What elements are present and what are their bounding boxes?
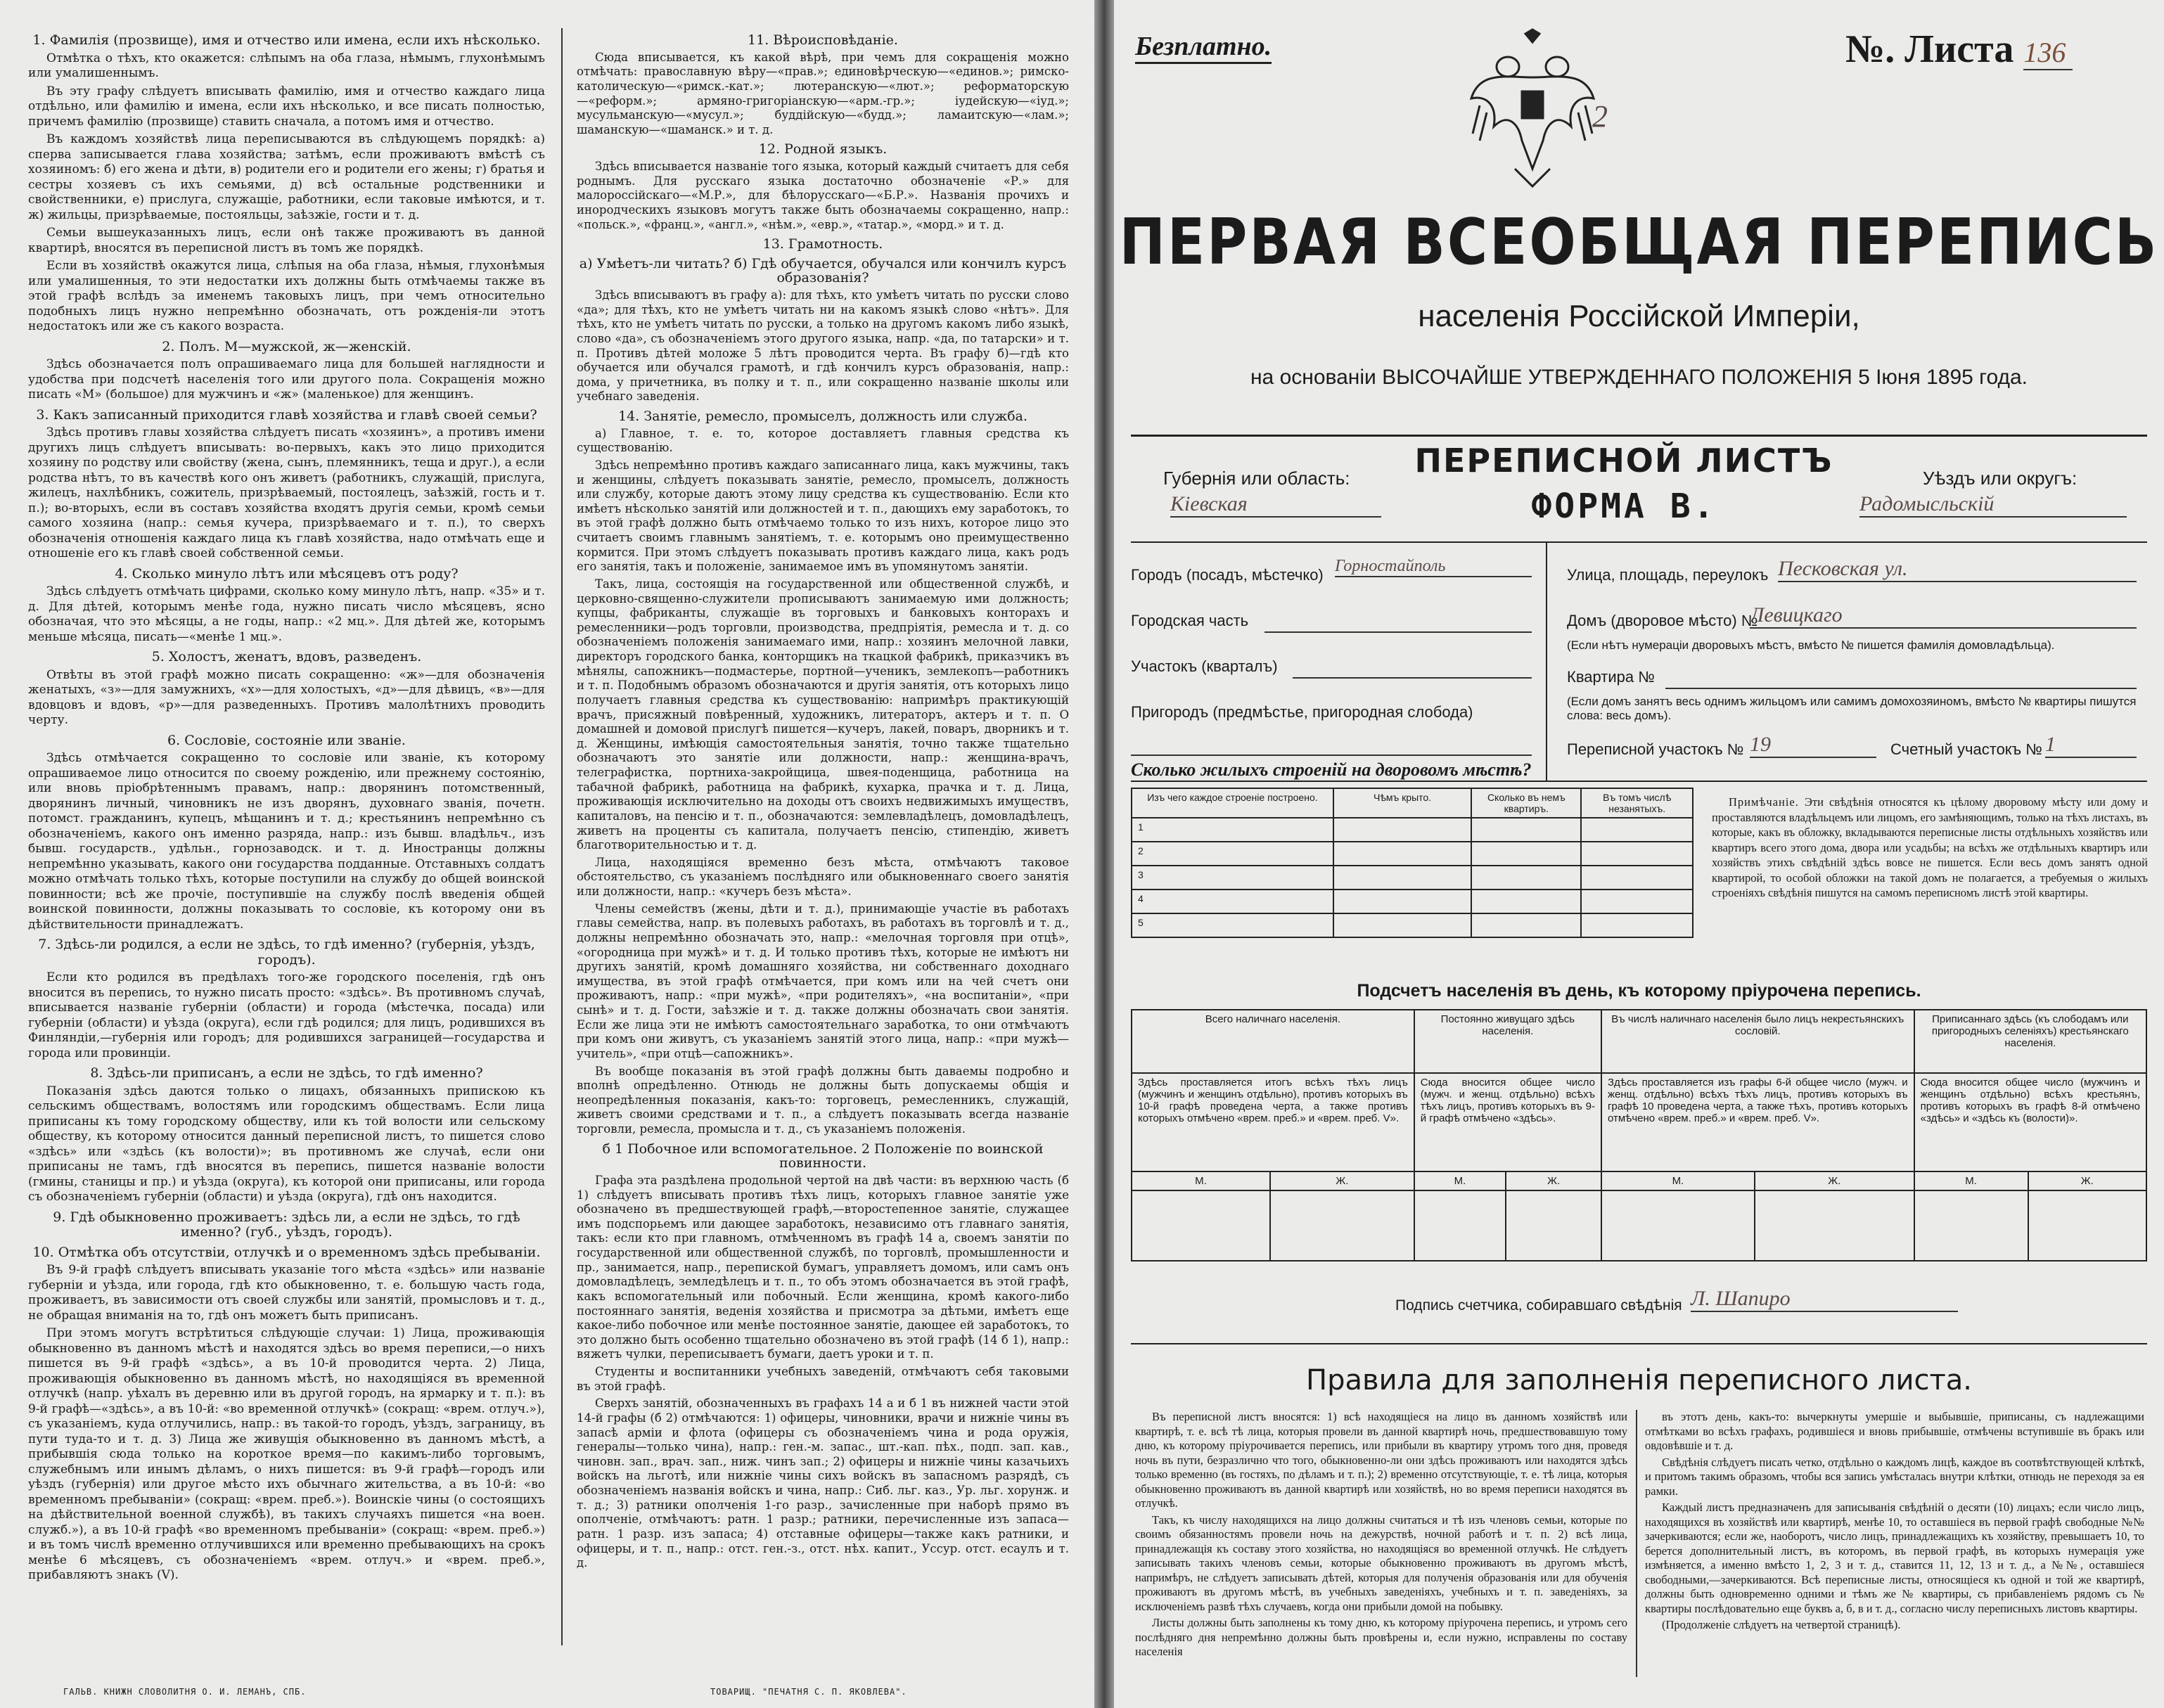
paragraph: Въ эту графу слѣдуетъ вписывать фамилію, имя и отчество каждаго лица отдѣльно, или фамилію и имена, если ихъ нѣсколько, и все писать полностью, причемъ фамилію (прозвище) ставить сначала, а потомъ имя и отчество. <box>28 84 545 129</box>
sheet-number-value[interactable]: 136 <box>2023 36 2073 70</box>
rules-column-2 <box>1645 1410 2144 1635</box>
instructions-column-1 <box>28 28 545 1586</box>
printer-imprint-left: ГАЛЬВ. КНИЖН СЛОВОЛИТНЯ О. И. ЛЕМАНЪ, СПБ. <box>63 1687 307 1697</box>
paragraph: Отвѣты въ этой графѣ можно писать сокращенно: «ж»—для обозначенія женатыхъ, «з»—для замужнихъ, «х»—для холостыхъ, «д»—для дѣвицъ, «в»—для вдовцовъ и вдовъ, «р»—для разведенныхъ. Противъ малолѣтнихъ проводить черту. <box>28 667 545 727</box>
entry-cell[interactable] <box>1333 842 1471 866</box>
entry-cell[interactable] <box>1581 890 1693 913</box>
free-stamp: Безплатно. <box>1135 31 1272 64</box>
entry-cell[interactable] <box>1581 842 1693 866</box>
form-letter: ФОРМА В. <box>1531 487 1717 526</box>
gubernia-label: Губернія или область: <box>1163 468 1350 489</box>
buildings-note <box>1712 795 2148 901</box>
buildings-table-row <box>1132 890 1693 913</box>
section-heading: 3. Какъ записанный приходится главѣ хозяйства и главѣ своей семьи? <box>36 406 537 423</box>
house-label: Домъ (дворовое мѣсто) № <box>1567 612 1758 629</box>
rules-divider <box>1636 1410 1637 1677</box>
description-cell: Сюда вносится общее число (мужчинъ и женщинъ отдѣльно) всѣхъ крестьянъ, противъ которыхъ въ графѣ 8-й отмѣчено «здѣсь» и «здѣсь къ (волости)». <box>1914 1073 2146 1171</box>
double-headed-eagle-icon <box>1466 28 1599 190</box>
header-cell: Изъ чего каждое строеніе построено. <box>1132 788 1333 818</box>
description-cell: Здѣсь проставляется итогъ всѣхъ тѣхъ лицъ (мужчинъ и женщинъ отдѣльно), противъ которыхъ въ 10-й графѣ проведена черта, а также противъ которыхъ отмѣчено «врем. преб.» и «врем. преб. V». <box>1132 1073 1414 1171</box>
buildings-table-row <box>1132 866 1693 890</box>
uchastok-label: Участокъ (кварталъ) <box>1131 657 1278 675</box>
description-cell: Сюда вносится общее число (мужч. и женщ. отдѣльно) всѣхъ тѣхъ лицъ, противъ которыхъ въ 9-й графѣ отмѣчено «здѣсь». <box>1414 1073 1601 1171</box>
paragraph: Такъ, лица, состоящія на государственной или общественной службѣ, и церковно-священно-служители прописываютъ занимаемую ими должность; купцы, фабриканты, служащіе въ торговыхъ и банковыхъ конторахъ и ремесленники—родъ торговли, производства, предпріятія, ремесла и т. д. со обозначеніемъ положенія занимаемаго ими, напр.: хозяинъ мелочной лавки, директоръ городского банка, конторщикъ на ткацкой фабрикѣ, приказчикъ въ мѣнялы, сапожникъ—подмастерье, портной—ученикъ, землекопъ—работникъ и т. п. Подобнымъ образомъ обозначаются и другія занятія, отъ которыхъ лицо получаетъ главныя средства къ существованію: напримѣръ практикующій врачъ, присяжный повѣренный, художникъ, литераторъ, актеръ и т. п. О домашней и домовой прислугѣ пишется—кучеръ, лакей, поваръ, дворникъ и т. д. Женщины, имѣющія самостоятельныя занятія, точно также тщательно обозначаютъ это занятіе или должности, напр.: женщина-врачъ, телеграфистка, портниха-закройщица, швея-поденщица, работница на табачной фабрикѣ, работница на фабрикѣ, кухарка, прачка и т. д. Лица, проживающія исключительно на доходы отъ своихъ недвижимыхъ имуществъ, капиталовъ, на пенсію и т. п., обозначаются: землевладѣлецъ, домовладѣлецъ, живетъ на проценты съ капитала, получаетъ пенсію, стипендію, живетъ благотворительностью и т. д. <box>577 577 1069 852</box>
paragraph: Здѣсь отмѣчается сокращенно то сословіе или званіе, къ которому опрашиваемое лицо относится по своему рожденію, или прежнему состоянію, или вновь пріобрѣтеннымъ правамъ, напр.: дворянинъ потомственный, дворянинъ личный, чиновникъ не изъ дворянъ, духовнаго званія, почетн. потомст. гражданинъ, купецъ, мѣщанинъ и т. д.; крестьянинъ непремѣнно съ обозначеніемъ, какого онъ именно разряда, напр.: изъ бывш. владѣльч., изъ бывш. государств., удѣльн., горнозаводск. и т. д. Иностранцы должны непремѣнно указывать, какого они государства подданные. Отставныхъ солдатъ можно отмѣчать только тѣхъ, которые поступили на службу до общей воинской повинности; всѣ же прочіе, поступившіе на службу послѣ введенія общей воинской повинности, должны показывать то сословіе, къ которому они въ дѣйствительности принадлежатъ. <box>28 751 545 932</box>
header-cell: Въ числѣ наличнаго населенія было лицъ некрестьянскихъ сословій. <box>1601 1010 1914 1073</box>
count-value-cell[interactable] <box>1601 1190 1755 1261</box>
city-part-label: Городская часть <box>1131 612 1249 629</box>
entry-cell[interactable] <box>1581 818 1693 842</box>
count-value-cell[interactable] <box>1132 1190 1270 1261</box>
sex-f-cell: Ж. <box>1506 1171 1601 1190</box>
row-number-cell: 1 <box>1132 818 1333 842</box>
entry-cell[interactable] <box>1471 842 1581 866</box>
sex-m-cell: М. <box>1601 1171 1755 1190</box>
address-block <box>1131 541 2147 782</box>
buildings-question: Сколько жилыхъ строеній на дворовомъ мѣстѣ? <box>1131 759 1532 780</box>
paragraph: Показанія здѣсь даются только о лицахъ, обязанныхъ припискою къ сельскимъ обществамъ, волостямъ или городскимъ обществамъ. Если лица приписаны къ тому городскому обществу, или къ той волости или сельскому обществу, къ которому относится данный переписной листъ, то пишется слово «здѣсь» или «здѣсь (къ волости)»; въ противномъ же случаѣ, если они приписаны не тамъ, гдѣ вносятся въ перепись, пишется названіе волости (гмины, станицы и пр.) и уѣзда (округа), къ которой они приписаны, или города съ обозначеніемъ губерніи (области) и уѣзда (округа), гдѣ онъ находится. <box>28 1084 545 1204</box>
census-subtitle: населенія Россійской Имперіи, <box>1418 299 1860 333</box>
instructions-column-2 <box>577 28 1069 1574</box>
census-title: ПЕРВАЯ ВСЕОБЩАЯ ПЕРЕПИСЬ <box>1119 206 2159 279</box>
sex-m-cell: М. <box>1414 1171 1506 1190</box>
section-heading: 11. Вѣроисповѣданіе. <box>748 32 898 48</box>
printer-imprint-right: ТОВАРИЩ. "ПЕЧАТНЯ С. П. ЯКОВЛЕВА". <box>710 1687 907 1697</box>
section-heading: 10. Отмѣтка объ отсутствіи, отлучкѣ и о временномъ здѣсь пребываніи. <box>32 1244 541 1260</box>
paragraph: Графа эта раздѣлена продольной чертой на двѣ части: въ верхнюю часть (б 1) слѣдуетъ вписывать противъ тѣхъ лицъ, которыхъ главное занятіе уже обозначено въ предшествующей графѣ,—второстепенное занятіе, служащее имъ подспорьемъ или дающее заработокъ, независимо отъ главнаго занятія, такъ: если кто при главномъ, отмѣченномъ въ графѣ 14 а, своемъ занятіи по государственной или общественной службѣ, по торговлѣ, промышленности и пр., занимается, напр., перепиской бумагъ, управляетъ домомъ, или самъ онъ домовладѣлецъ, земледѣлецъ и т. п., то объ этомъ обозначается въ этой графѣ, какъ вспомогательный или побочный. Если женщина, кромѣ какого-либо постояннаго занятія, веденія хозяйства и присмотра за дѣтьми, имѣетъ еще какое-либо побочное или менѣе постоянное занятіе, дающее ей заработокъ, то это должно быть особенно тщательно обозначено въ этой графѣ (14 б 1), напр.: вяжетъ чулки, переписываетъ бумаги, даетъ уроки и т. п. <box>577 1173 1069 1361</box>
signature-label: Подпись счетчика, собиравшаго свѣдѣнія <box>1395 1297 1682 1314</box>
section-heading: 13. Грамотность. <box>762 236 883 252</box>
paragraph: Въ вообще показанія въ этой графѣ должны быть даваемы подробно и вполнѣ опредѣленно. Отнюдь не должны быть допускаемы общія и неопредѣленныя показанія, какъ-то: торговецъ, ремесленникъ, служащій, живетъ своими средствами и т. п., а слѣдуетъ показывать всегда названіе торговли, ремесла, промысла и т. д., съ указаніемъ положенія. <box>577 1064 1069 1136</box>
buildings-table-row <box>1132 913 1693 937</box>
count-table-descriptions <box>1132 1073 2146 1171</box>
census-form-page <box>1114 0 2164 1708</box>
paragraph: Отмѣтка о тѣхъ, кто окажется: слѣпымъ на оба глаза, нѣмымъ, глухонѣмымъ или умалишеннымъ. <box>28 51 545 80</box>
section-heading: б 1 Побочное или вспомогательное. 2 Положеніе по воинской повинности. <box>602 1141 1044 1171</box>
entry-cell[interactable] <box>1471 890 1581 913</box>
buildings-table <box>1131 788 1694 938</box>
section-heading: 12. Родной языкъ. <box>758 141 888 158</box>
section-heading: 6. Сословіе, состояніе или званіе. <box>167 732 406 748</box>
gubernia-field[interactable]: Кіевская <box>1170 492 1381 518</box>
rules-paragraph: Свѣдѣнія слѣдуетъ писать четко, отдѣльно о каждомъ лицѣ, каждое въ соотвѣтствующей клѣткѣ, и притомъ такимъ образомъ, чтобы вся запись умѣсталась внутри клѣтки, отнюдь не переходя за ея рамки. <box>1645 1455 2144 1498</box>
signature-field[interactable]: Л. Шапиро <box>1691 1287 1958 1312</box>
row-number-cell: 4 <box>1132 890 1333 913</box>
rules-paragraph: Каждый листъ предназначенъ для записыванія свѣдѣній о десяти (10) лицахъ; если число лицъ, находящихся въ хозяйствѣ или квартирѣ, менѣе 10, то оставшіеся въ первой графѣ свободные №№ зачеркиваются; если же, наоборотъ, число лицъ, принадлежащихъ къ хозяйству, превышаетъ 10, то берется дополнительный листъ, въ которомъ, въ первой графѣ, въ которыхъ нумерація уже измѣняется, а именно вмѣсто 1, 2, 3 и т. д., ставится 11, 12, 13 и т. д., а №№, оставшіеся свободными,—зачеркиваются. Всѣ переписные листы, относящіеся къ одной и той же квартирѣ, должны быть одновременно одними и тѣмъ же № квартиры, съ прибавленіемъ рядомъ съ № квартиры послѣдовательно еще буквъ а, б, в и т. д., согласно числу переписныхъ листовъ квартиры. <box>1645 1501 2144 1615</box>
section-heading: 4. Сколько минуло лѣтъ или мѣсяцевъ отъ роду? <box>115 565 459 582</box>
street-field[interactable]: Песковская ул. <box>1778 557 2137 582</box>
entry-cell[interactable] <box>1581 866 1693 890</box>
section-heading: 14. Занятіе, ремесло, промыселъ, должность или служба. <box>618 409 1027 424</box>
paragraph: Члены семействъ (жены, дѣти и т. д.), принимающіе участіе въ работахъ главы семейства, напр. въ полевыхъ работахъ, въ работахъ въ торговлѣ и т. д., должны непремѣнно обозначать это, напр.: «мелочная торговля при отцѣ», «огородница при мужѣ» и т. д. И только противъ тѣхъ, которые не имѣютъ ни другихъ занятій, кромѣ домашняго хозяйства, ни собственнаго доходнаго имущества, въ этой графѣ отмѣчается, при комъ или на чей счетъ они проживаютъ, напр.: «при мужѣ», «при родителяхъ», «на воспитаніи», «при сынѣ» и т. д. Гости, заѣзжіе и т. д. также должны обозначать свои занятія. Если же лица эти не имѣютъ самостоятельнаго заработка, то они отмѣчаютъ при комъ они живутъ, съ указаніемъ занятій этого лица, напр.: «при мужѣ—учитель», «при отцѣ—сапожникъ». <box>577 901 1069 1060</box>
rules-title: Правила для заполненія переписного листа. <box>1306 1364 1972 1396</box>
house-field[interactable]: Левицкаго <box>1750 603 2137 629</box>
sex-f-cell: Ж. <box>1270 1171 1414 1190</box>
paragraph: Въ каждомъ хозяйствѣ лица переписываются въ слѣдующемъ порядкѣ: а) сперва записывается глава хозяйства; затѣмъ, если проживаютъ вмѣстѣ съ хозяиномъ: б) его жена и дѣти, в) родители его и родители его жены; г) братья и сестры хозяевъ съ ихъ семьями, д) всѣ остальные родственники и свойственники, е) прислуга, служащіе, работники, если таковые имѣются, и т. ж) жильцы, призрѣваемые, постояльцы, заѣзжіе, гости и т. д. <box>28 132 545 222</box>
entry-cell[interactable] <box>1581 913 1693 937</box>
header-cell: Всего наличнаго населенія. <box>1132 1010 1414 1073</box>
count-title: Подсчетъ населенія въ день, къ которому пріурочена перепись. <box>1357 981 1921 1001</box>
paragraph: Семьи вышеуказанныхъ лицъ, если онѣ также проживаютъ въ данной квартирѣ, вносятся въ переписной листъ въ томъ же порядкѣ. <box>28 226 545 255</box>
prigorod-label: Пригородъ (предмѣстье, пригородная слобода) <box>1131 703 1473 721</box>
entry-cell[interactable] <box>1333 866 1471 890</box>
uezd-field[interactable]: Радомысльскій <box>1859 492 2127 518</box>
paragraph: Въ 9-й графѣ слѣдуетъ вписывать указаніе того мѣста «здѣсь» или названіе губерніи и уѣзда, или города, гдѣ кто обыкновенно, т. е. большую часть года, проживаетъ, въ зависимости отъ своей службы или занятій, промысловъ и т. д., не обращая вниманія на то, гдѣ онъ можетъ быть приписанъ. <box>28 1263 545 1323</box>
sex-f-cell: Ж. <box>2028 1171 2146 1190</box>
paragraph: Сюда вписывается, къ какой вѣрѣ, при чемъ для сокращенія можно отмѣчать: православную вѣру—«прав.»; единовѣрческую—«единов.»; римско-католическую—«римск.-кат.»; лютеранскую—«лют.»; реформаторскую—«реформ.»; армяно-григоріанскую—«арм.-гр.»; іудейскую—«іуд.»; мусульманскую—«мусул.»; буддійскую—«будд.»; ламаитскую—«лам.»; шаманскую—«шаманск.» и т. д. <box>577 50 1069 136</box>
row-number-cell: 3 <box>1132 866 1333 890</box>
section-heading: 5. Холостъ, женатъ, вдовъ, разведенъ. <box>151 649 422 664</box>
kvartira-field[interactable] <box>1665 668 2137 689</box>
rules-paragraph: Листы должны быть заполнены къ тому дню, къ которому пріурочена перепись, и утромъ сего послѣдняго дня непремѣнно должны быть провѣрены и, если нужно, исправлены по составу населенія <box>1135 1616 1627 1658</box>
paragraph: Лица, находящіяся временно безъ мѣста, отмѣчаютъ таковое обстоятельство, съ указаніемъ послѣдняго или обыкновеннаго своего занятія или должности, напр.: «кучеръ безъ мѣста». <box>577 855 1069 898</box>
entry-cell[interactable] <box>1333 818 1471 842</box>
section-heading: а) Умѣетъ-ли читать? б) Гдѣ обучается, обучался или кончилъ курсъ образованія? <box>579 255 1067 286</box>
header-cell: Постоянно живущаго здѣсь населенія. <box>1414 1010 1601 1073</box>
column-divider <box>561 28 563 1645</box>
count-value-cell[interactable] <box>2028 1190 2146 1261</box>
city-label: Городъ (посадъ, мѣстечко) <box>1131 566 1324 584</box>
schetny-label: Счетный участокъ № <box>1890 740 2042 758</box>
kvartira-label: Квартира № <box>1567 668 1655 686</box>
count-value-cell[interactable] <box>1414 1190 1506 1261</box>
paragraph: Сверхъ занятій, обозначенныхъ въ графахъ 14 а и б 1 въ нижней части этой 14-й графы (б 2) отмѣчаются: 1) офицеры, чиновники, врачи и нижніе чины въ запасѣ арміи и флота (офицеры съ обозначеніемъ чина и рода оружія, генералы—только чина), напр.: ген.-м. запас., шт.-кап. пѣх., подп. зап. кав., чиновн. зап., врач. зап., ниж. чинъ зап.; 2) офицеры и нижніе чины казачьихъ войскъ на льготѣ, или нижніе чины сихъ войскъ въ запасномъ разрядѣ, съ обозначеніемъ названія войскъ и чина, напр.: Сиб. льг. каз., Ур. льг. хорунж. и т. д.; 3) ратники ополченія 1-го разр., зачисленные при наборѣ прямо въ ополченіе, отмѣчаютъ: ратн. 1 разр.; ратники, перечисленные изъ запаса—ратн. 1 разр. изъ запаса; 4) отставные офицеры—также какъ ратники, и офицеры, и т. п., напр.: отст. ген.-з., отст. нѣх. капит., Уссур. отст. есаулъ и т. д. <box>577 1396 1069 1570</box>
sheet-sub-number: 2 <box>1592 99 1608 134</box>
header-cell: Чѣмъ крыто. <box>1333 788 1471 818</box>
count-table-values-row <box>1132 1190 2146 1261</box>
buildings-table-row <box>1132 818 1693 842</box>
buildings-table-row <box>1132 842 1693 866</box>
paragraph: Если въ хозяйствѣ окажутся лица, слѣпыя на оба глаза, нѣмыя, глухонѣмыя или умалишенныя, то эти недостатки ихъ должны быть отмѣчаемы также въ этой графѣ вслѣдъ за именемъ таковыхъ лицъ, при чемъ относительно подобныхъ лицъ нужно непремѣнно обозначать, отъ рожденія-ли этотъ недостатокъ или же съ какого возраста. <box>28 259 545 333</box>
entry-cell[interactable] <box>1471 913 1581 937</box>
entry-cell[interactable] <box>1333 913 1471 937</box>
paragraph: Здѣсь непремѣнно противъ каждаго записаннаго лица, какъ мужчины, такъ и женщины, слѣдуетъ показывать занятіе, ремесло, промыселъ, должность или службу, которые даютъ этому лицу средства къ существованію. Если кто имѣетъ нѣсколько занятій или должностей и т. п., дающихъ ему заработокъ, то въ этой графѣ должно быть отмѣчаемо только то изъ нихъ, которое лицо это считаетъ своимъ главнымъ занятіемъ, т. е. которымъ оно преимущественно кормится. При этомъ слѣдуетъ показывать противъ каждаго лица, какъ родъ его занятія, такъ и положеніе, занимаемое имъ въ упомянутомъ занятіи. <box>577 458 1069 574</box>
perepisnoy-field[interactable]: 19 <box>1750 733 1876 758</box>
street-label: Улица, площадь, переулокъ <box>1567 566 1769 584</box>
uezd-label: Уѣздъ или округъ: <box>1923 468 2077 489</box>
section-heading: 2. Полъ. М—мужской, ж—женскій. <box>162 338 411 354</box>
row-number-cell: 2 <box>1132 842 1333 866</box>
rules-paragraph: (Продолженіе слѣдуетъ на четвертой страницѣ). <box>1662 1618 1901 1631</box>
rules-paragraph: Въ переписной листъ вносятся: 1) всѣ находящіеся на лицо въ данномъ хозяйствѣ или квартирѣ, т. е. всѣ тѣ лица, которыя провели въ данной квартирѣ ночь, предшествовавшую тому дню, къ которому пріурочивается перепись, или прибыли въ квартиру утромъ того дня, проведя ночь въ пути, безразлично что того, обыкновенно-ли они здѣсь проживаютъ или находятся здѣсь только временно (въ гостяхъ, по дѣламъ и т. п.); 2) временно отсутствующіе, т. е. тѣ лица, которыя обыкновенно проживаютъ въ данной квартирѣ или хозяйствѣ, но во время переписи находятся въ отлучкѣ. <box>1135 1410 1627 1510</box>
paragraph: Студенты и воспитанники учебныхъ заведеній, отмѣчаютъ себя таковыми въ этой графѣ. <box>577 1365 1069 1393</box>
count-value-cell[interactable] <box>1270 1190 1414 1261</box>
count-table-sex-row <box>1132 1171 2146 1190</box>
paragraph: а) Главное, т. е. то, которое доставляетъ главныя средства къ существованію. <box>577 426 1069 455</box>
prigorod-field[interactable] <box>1131 735 1532 756</box>
paragraph: При этомъ могутъ встрѣтиться слѣдующіе случаи: 1) Лица, проживающія обыкновенно въ данномъ мѣстѣ и находятся здѣсь во время переписи,—о нихъ пишется въ 9-й графѣ «здѣсь», а въ 10-й проводится черта. 2) Лица, проживающія обыкновенно въ данномъ мѣстѣ, но находящіяся въ временной отлучкѣ (напр. уѣхалъ въ деревню или въ другой городъ, на ярмарку и т. п.): въ 9-й графѣ—«здѣсь», а въ 10-й: «во временной отлучкѣ» (сокращ: «врем. отлуч.»), съ указаніемъ, куда отлучились, напр.: въ такой-то городъ, уѣздъ, заграницу, въ пути туда-то и т. д. 3) Лица же живущія обыкновенно въ данномъ мѣстѣ, а прибывшія сюда только на короткое время—по какимъ-либо торговымъ, служебнымъ или инымъ дѣламъ, о нихъ пишется: въ 9-й графѣ—городъ или уѣздъ (губернія) или другое мѣсто ихъ обычнаго жительства, а въ 10-й: «во временномъ пребываніи» (сокращ: «врем. преб.»). Воинскіе чины (о состоящихъ на дѣйствительной военной службѣ), въ такихъ случаяхъ пишется «на воен. служб.»), а въ 10-й графѣ «во временномъ пребываніи» (сокращ: «врем. преб.») и въ томъ числѣ временно отлучившихся или временно пребывающихъ на срокъ менѣе 6 мѣсяцевъ, съ обозначеніемъ «врем. отлуч.» и «врем. преб.», прибавляютъ знакъ (V). <box>28 1326 545 1582</box>
note-title: Примѣчаніе. <box>1729 795 1799 809</box>
form-title: ПЕРЕПИСНОЙ ЛИСТЪ <box>1414 442 1833 480</box>
rules-paragraph: Такъ, къ числу находящихся на лицо должны считаться и тѣ изъ членовъ семьи, которые по своимъ обязанностямъ провели ночь на дежурствѣ, ночной работѣ и т. п. 2) всѣ лица, принадлежащія къ составу этого хозяйства, но находящіяся во временной отлучкѣ. Не слѣдуетъ записывать такихъ членовъ семьи, которые обыкновенно проживаютъ въ другомъ мѣстѣ, напримѣръ, не слѣдуетъ записывать дѣтей, которыя для полученія образованія или для обученія проживаютъ въ другомъ мѣстѣ, въ учебныхъ заведеніяхъ, учебныхъ и т. п. заведеніяхъ, за исключеніемъ развѣ тѣхъ случаевъ, когда они прибыли домой на побывку. <box>1135 1513 1627 1613</box>
sex-m-cell: М. <box>1914 1171 2028 1190</box>
count-value-cell[interactable] <box>1506 1190 1601 1261</box>
city-field[interactable]: Горностайполь <box>1335 557 1532 577</box>
section-heading: 1. Фамилія (прозвище), имя и отчество или имена, если ихъ нѣсколько. <box>32 32 541 48</box>
sex-m-cell: М. <box>1132 1171 1270 1190</box>
schetny-field[interactable]: 1 <box>2045 733 2137 758</box>
form-title-block <box>1409 442 1838 526</box>
sheet-number-label: №. Листа <box>1845 27 2014 71</box>
buildings-table-header <box>1132 788 1693 818</box>
rules-column-1 <box>1135 1410 1627 1662</box>
address-divider <box>1546 541 1547 781</box>
row-number-cell: 5 <box>1132 913 1333 937</box>
rules-paragraph: въ этотъ день, какъ-то: вычеркнуты умершіе и выбывшіе, приписаны, съ надлежащими отмѣтками во всѣхъ графахъ, родившіеся и вновь прибывшіе, отмѣчены вступившіе въ бракъ или овдовѣвшіе и т. д. <box>1645 1410 2144 1452</box>
uchastok-field[interactable] <box>1293 657 1532 679</box>
census-basis: на основаніи ВЫСОЧАЙШЕ УТВЕРЖДЕННАГО ПОЛОЖЕНІЯ 5 Іюня 1895 года. <box>1250 366 2028 389</box>
perepisnoy-label: Переписной участокъ № <box>1567 740 1744 758</box>
entry-cell[interactable] <box>1471 818 1581 842</box>
kvartira-note: (Если домъ занятъ весь однимъ жильцомъ или самимъ домохозяиномъ, вмѣсто № квартиры пишутся слова: весь домъ). <box>1567 695 2137 722</box>
count-value-cell[interactable] <box>1755 1190 1914 1261</box>
book-gutter <box>1094 0 1114 1708</box>
section-heading: 9. Гдѣ обыкновенно проживаетъ: здѣсь ли, а если не здѣсь, то гдѣ именно? (губ., уѣздъ, городъ). <box>53 1209 520 1240</box>
sex-f-cell: Ж. <box>1755 1171 1914 1190</box>
paragraph: Здѣсь вписываютъ въ графу а): для тѣхъ, кто умѣетъ читать по русски слово «да»; для тѣхъ, кто не умѣетъ читать ни на какомъ языкѣ слово «нѣтъ». Для тѣхъ, кто не умѣетъ читать по русски, а только на другомъ какомъ либо языкѣ, слово «да», съ обозначеніемъ этого другого языка, напр. «да, по татарски» и т. п. Противъ дѣтей моложе 5 лѣтъ проводится черта. Въ графу б)—гдѣ кто обучается или обучался грамотѣ, и гдѣ кончилъ курсъ образованія, напр.: дома, у причетника, въ полку и т. п., или сокращенно названіе школы или учебнаго заведенія. <box>577 288 1069 404</box>
divider <box>1131 1343 2147 1344</box>
sheet-number <box>1845 27 2073 72</box>
description-cell: Здѣсь проставляется изъ графы 6-й общее число (мужч. и женщ. отдѣльно) всѣхъ тѣхъ лицъ, противъ которыхъ въ графѣ 10 проведена черта, а также тѣхъ, противъ которыхъ отмѣчено «врем. преб.» и «врем. преб. V». <box>1601 1073 1914 1171</box>
paragraph: Здѣсь слѣдуетъ отмѣчать цифрами, сколько кому минуло лѣтъ, напр. «35» и т. д. Для дѣтей, которымъ менѣе года, нужно писать число мѣсяцевъ, ясно обозначая, что это мѣсяцы, а не годы, напр.: «2 мц.». Для дѣтей же, которымъ меньше мѣсяца, писать—«менѣе 1 мц.». <box>28 584 545 644</box>
paragraph: Здѣсь вписывается названіе того языка, который каждый считаетъ для себя роднымъ. Для русскаго языка достаточно обозначеніе «Р.» для малороссійскаго—«М.Р.», для бѣлорусскаго—«Б.Р.». Названія прочихъ и инородческихъ языковъ могутъ также быть обозначаемы сокращенно, напр.: «польск.», «франц.», «англ.», «нѣм.», «евр.», «татар.», «морд.» и т. д. <box>577 160 1069 231</box>
paragraph: Здѣсь обозначается полъ опрашиваемаго лица для большей наглядности и удобства при подсчетѣ населенія того или другого пола. Сокращенія можно писать «М» (большое) для мужчинъ и «ж» (маленькое) для женщинъ. <box>28 357 545 402</box>
count-table-header <box>1132 1010 2146 1073</box>
paragraph: Здѣсь противъ главы хозяйства слѣдуетъ писать «хозяинъ», а противъ имени другихъ лицъ слѣдуетъ вписывать: во-первыхъ, какъ это лицо приходится хозяину по родству или свойству (жена, сынъ, племянникъ, теща и друг.), а если родства нѣтъ, то въ качествѣ кого онъ живетъ (работникъ, служащій, прислуга, жилецъ, нахлѣбникъ, сожитель, призрѣваемый, постоялецъ, заѣзжій, гость и т. п.); во-вторыхъ, если въ составъ хозяйства входятъ другія семьи, кромѣ семьи самого хозяина (напр.: семья кучера, призрѣваемаго и т. п.), то сверхъ обозначенія отношенія каждаго лица къ главѣ хозяйства, надо отмѣчать еще и отношеніе его къ главѣ своей собственной семьи. <box>28 425 545 560</box>
divider <box>1131 435 2147 437</box>
note-text: Эти свѣдѣнія относятся къ цѣлому дворовому мѣсту или дому и проставляются владѣльцемъ или лицомъ, его замѣняющимъ, только на тѣхъ листахъ, въ которые, какъ въ обложку, вкладываются переписные листы отдѣльныхъ хозяйствъ или квартиръ всего этого дома, двора или усадьбы; на всѣхъ же отдѣльныхъ квартиръ или хозяйствъ этихъ свѣдѣній здѣсь вовсе не пишется. Если весь домъ занятъ одной квартирой, то особой обложки на такой домъ не полагается, а требуемыя о жилыхъ строеніяхъ свѣдѣнія пишутся на самомъ переписномъ листѣ этой квартиры. <box>1712 795 2148 899</box>
header-cell: Въ томъ числѣ незанятыхъ. <box>1581 788 1693 818</box>
city-part-field[interactable] <box>1265 612 1532 633</box>
count-value-cell[interactable] <box>1914 1190 2028 1261</box>
section-heading: 7. Здѣсь-ли родился, а если не здѣсь, то гдѣ именно? (губернія, уѣздъ, городъ). <box>38 937 535 968</box>
section-heading: 8. Здѣсь-ли приписанъ, а если не здѣсь, то гдѣ именно? <box>90 1065 483 1081</box>
paragraph: Если кто родился въ предѣлахъ того-же городского поселенія, гдѣ онъ вносится въ перепись, то нужно писать просто: «здѣсь». Въ противномъ случаѣ, вписывается названіе губерніи (области) и города (мѣстечка, посада) или губерніи (области) и уѣзда (округа), если гдѣ родился; для лицъ, родившихся въ Финляндіи,—губернія или городъ; для родившихся заграницей—государства и города или провинціи. <box>28 970 545 1060</box>
entry-cell[interactable] <box>1333 890 1471 913</box>
header-cell: Приписаннаго здѣсь (къ слободамъ или пригородныхъ селеніяхъ) крестьянскаго населенія. <box>1914 1010 2146 1073</box>
entry-cell[interactable] <box>1471 866 1581 890</box>
header-cell: Сколько въ немъ квартиръ. <box>1471 788 1581 818</box>
house-note: (Если нѣтъ нумераціи дворовыхъ мѣстъ, вмѣсто № пишется фамилія домовладѣльца). <box>1567 638 2055 652</box>
count-table <box>1131 1009 2147 1261</box>
